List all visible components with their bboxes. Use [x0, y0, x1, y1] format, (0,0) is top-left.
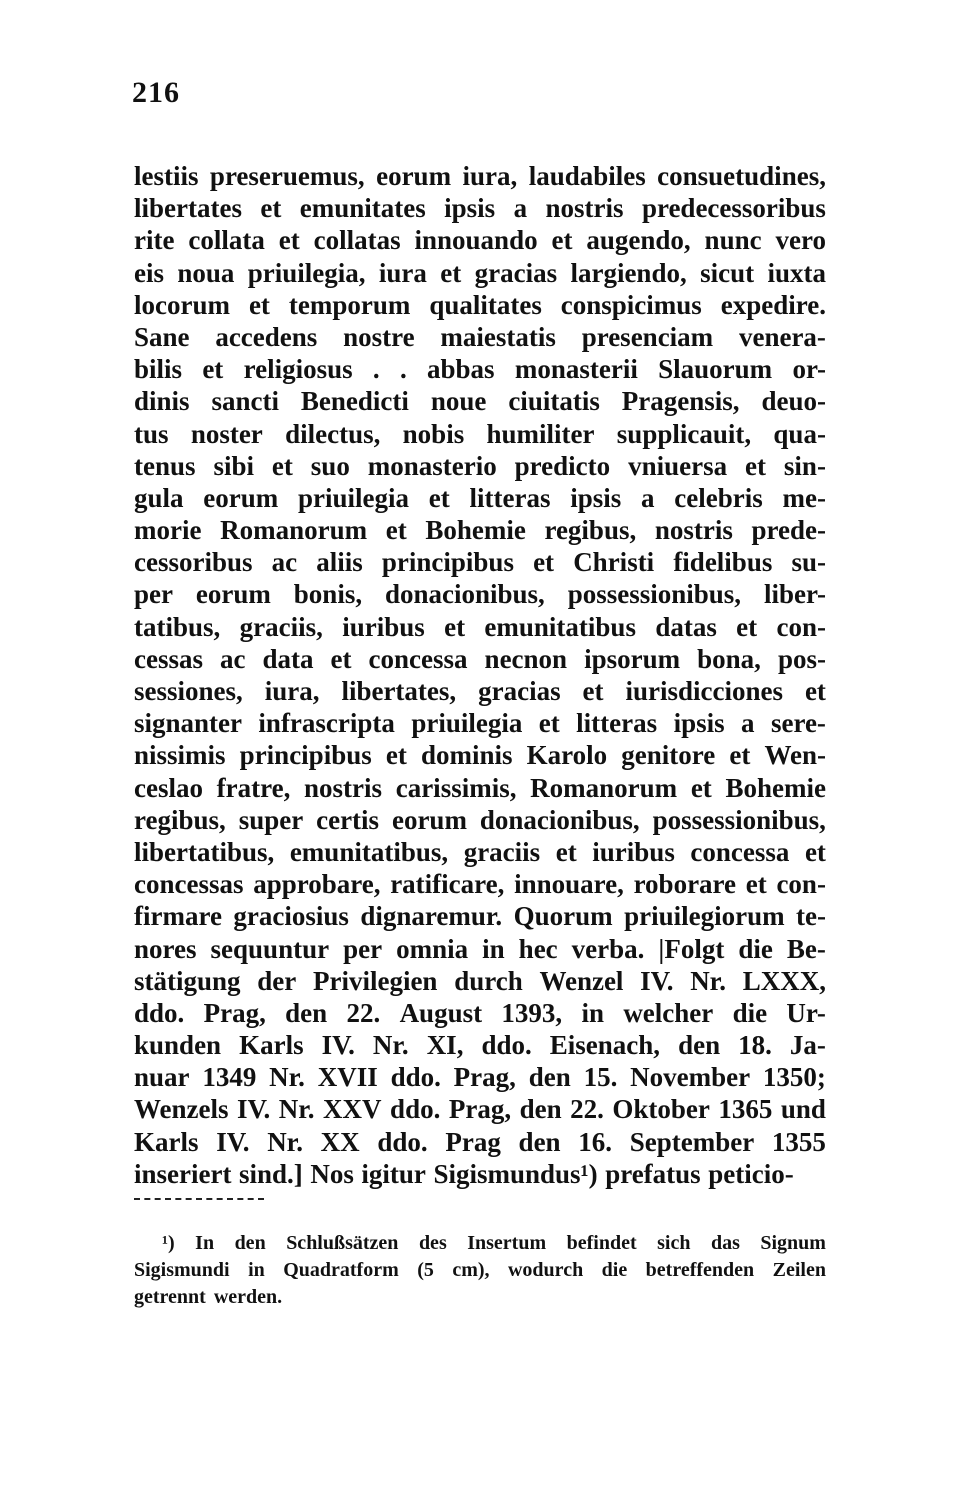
text-line: lestiis preseruemus, eorum iura, laudabiles consuetudines, [134, 161, 826, 191]
text-line: firmare graciosius dignaremur. Quorum priuilegiorum te- [134, 901, 826, 932]
text-line: libertates et emunitates ipsis a nostris predecessoribus [134, 193, 826, 224]
text-line: ddo. Prag, den 22. August 1393, in welcher die Ur- [134, 997, 826, 1028]
text-line: per eorum bonis, donacionibus, possessionibus, liber- [134, 579, 826, 610]
text-line: nissimis principibus et dominis Karolo genitore et Wen- [134, 740, 826, 771]
text-line: regibus, super certis eorum donacionibus, possessionibus, [134, 804, 826, 835]
text-line: concessas approbare, ratificare, innouare, roborare et con- [134, 869, 826, 900]
page-number: 216 [132, 76, 180, 109]
text-line: Wenzels IV. Nr. XXV ddo. Prag, den 22. Oktober 1365 und [134, 1094, 826, 1125]
text-line: dinis sancti Benedicti noue ciuitatis Pragensis, deuo- [134, 386, 826, 417]
text-line: tenus sibi et suo monasterio predicto vniuersa et sin- [134, 450, 826, 481]
text-line: gula eorum priuilegia et litteras ipsis a celebris me- [134, 482, 826, 513]
text-line: nuar 1349 Nr. XVII ddo. Prag, den 15. November 1350; [134, 1062, 826, 1093]
text-line: sessiones, iura, libertates, gracias et iurisdicciones et [134, 676, 826, 706]
text-line: bilis et religiosus . . abbas monasterii Slauorum or- [134, 354, 826, 385]
text-line: ceslao fratre, nostris carissimis, Romanorum et Bohemie [134, 772, 826, 803]
text-line: signanter infrascripta priuilegia et litteras ipsis a sere- [134, 708, 826, 739]
footnote-line: getrennt werden. [134, 1286, 283, 1308]
text-line: tatibus, graciis, iuribus et emunitatibus datas et con- [134, 611, 826, 642]
footnote-separator [134, 1198, 264, 1200]
text-line: morie Romanorum et Bohemie regibus, nostris prede- [134, 515, 826, 546]
text-line: Sane accedens nostre maiestatis presenciam venera- [134, 321, 826, 352]
footnotes [134, 1230, 826, 1311]
footnote-line: Sigismundi in Quadratform (5 cm), wodurch die betreffenden Zeilen [134, 1259, 826, 1281]
text-line: inseriert sind.] Nos igitur Sigismundus¹) prefatus peticio- [134, 1158, 794, 1189]
text-line: Karls IV. Nr. XX ddo. Prag den 16. September 1355 [134, 1126, 826, 1157]
footnote-line: ¹) In den Schlußsätzen des Insertum befindet sich das Signum [162, 1232, 826, 1254]
text-line: rite collata et collatas innouando et augendo, nunc vero [134, 225, 826, 256]
text-line: cessas ac data et concessa necnon ipsorum bona, pos- [134, 643, 826, 674]
main-text [134, 160, 826, 1190]
text-line: cessoribus ac aliis principibus et Christi fidelibus su- [134, 547, 826, 578]
text-line: eis noua priuilegia, iura et gracias largiendo, sicut iuxta [134, 257, 826, 288]
text-line: kunden Karls IV. Nr. XI, ddo. Eisenach, den 18. Ja- [134, 1030, 826, 1061]
text-line: stätigung der Privilegien durch Wenzel IV. Nr. LXXX, [134, 965, 826, 996]
text-line: nores sequuntur per omnia in hec verba. |Folgt die Be- [134, 933, 826, 964]
text-line: tus noster dilectus, nobis humiliter supplicauit, qua- [134, 418, 826, 449]
text-line: locorum et temporum qualitates conspicimus expedire. [134, 289, 826, 320]
text-line: libertatibus, emunitatibus, graciis et iuribus concessa et [134, 836, 826, 867]
